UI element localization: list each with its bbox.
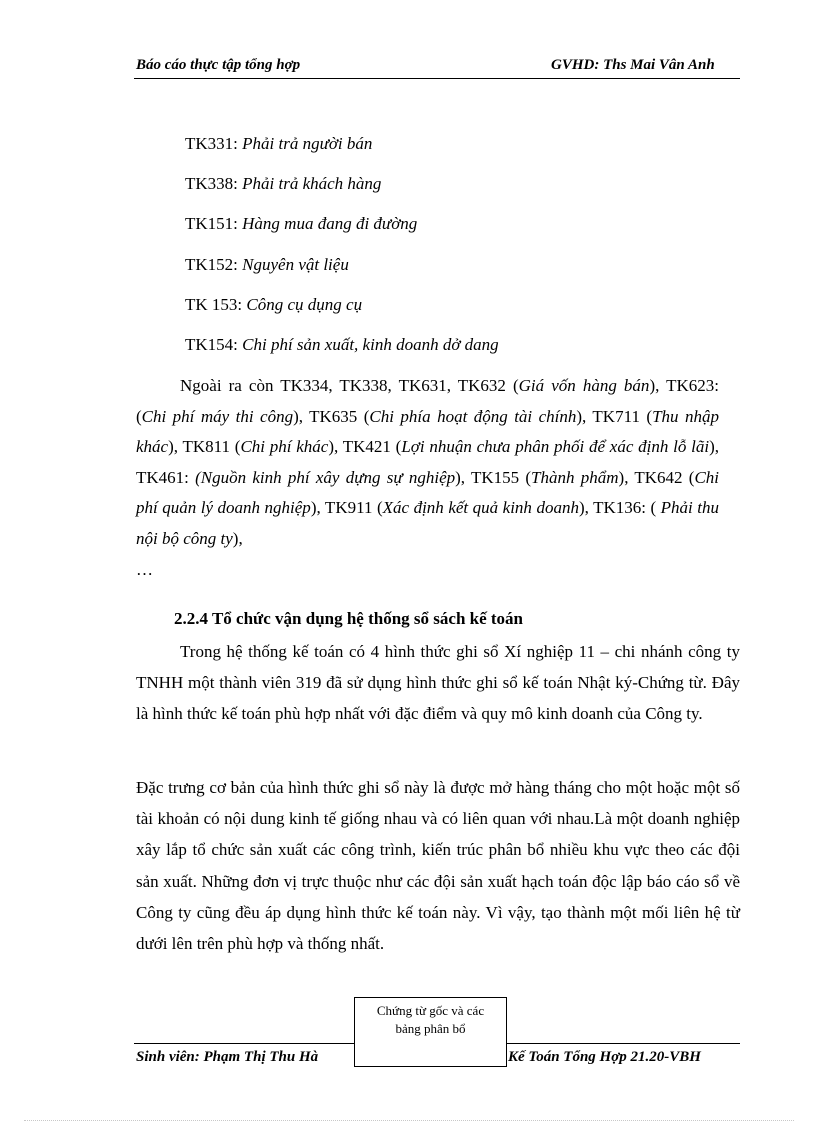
ellipsis: …: [136, 559, 153, 579]
account-item: [185, 132, 372, 156]
footer-class: Kế Toán Tổng Hợp 21.20-VBH: [508, 1049, 701, 1065]
section-paragraph-2: Đặc trưng cơ bản của hình thức ghi sổ này là được mở hàng tháng cho một hoặc một số tài khoản có nội dung kinh tế giống nhau và có liên quan với nhau.Là một doanh nghiệp xây lắp tổ chức sản xuất các công trình, kiến trúc phân bổ nhiều khu vực theo các đội sản xuất. Những đơn vị trực thuộc như các đội sản xuất hạch toán độc lập báo cáo sổ về Công ty cũng đều áp dụng hình thức kế toán này. Vì vậy, tạo thành một mối liên hệ từ dưới lên trên phù hợp và thống nhất.: [136, 778, 740, 954]
account-item: [185, 333, 499, 357]
account-code: TK331:: [185, 134, 238, 153]
account-item: [185, 293, 362, 317]
account-name: Phải trả khách hàng: [242, 174, 382, 193]
account-code: TK338:: [185, 174, 238, 193]
section-paragraph-1: Trong hệ thống kế toán có 4 hình thức ghi sổ Xí nghiệp 11 – chi nhánh công ty TNHH một thành viên 319 đã sử dụng hình thức ghi sổ kế toán Nhật ký-Chứng từ. Đây là hình thức kế toán phù hợp nhất với đặc điểm và quy mô kinh doanh của Công ty.: [136, 642, 740, 724]
account-item: [185, 172, 381, 196]
header-report-title: Báo cáo thực tập tổng hợp: [136, 57, 301, 73]
source-documents-box: Chứng từ gốc và các bảng phân bổ: [354, 997, 507, 1067]
account-code: TK152:: [185, 255, 238, 274]
page-bottom-dots: [24, 1120, 794, 1121]
account-name: Chi phí sản xuất, kinh doanh dở dang: [242, 335, 499, 354]
account-name: Hàng mua đang đi đường: [242, 214, 418, 233]
other-accounts-paragraph: Ngoài ra còn TK334, TK338, TK631, TK632 (Giá vốn hàng bán), TK623: (Chi phí máy thi công), TK635 (Chi phía hoạt động tài chính), TK711 (Thu nhập khác), TK811 (Chi phí khác), TK421 (Lợi nhuận chưa phân phối để xác định lỗ lãi), TK461: (Nguồn kinh phí xây dựng sự nghiệp), TK155 (Thành phẩm), TK642 (Chi phí quản lý doanh nghiệp), TK911 (Xác định kết quả kinh doanh), TK136: ( Phải thu nội bộ công ty), …: [136, 371, 719, 585]
account-code: TK 153:: [185, 295, 243, 314]
header-divider: [134, 78, 740, 79]
section-heading: 2.2.4 Tổ chức vận dụng hệ thống sổ sách kế toán: [174, 609, 524, 628]
account-code: TK154:: [185, 335, 238, 354]
footer-student: Sinh viên: Phạm Thị Thu Hà: [136, 1049, 319, 1065]
account-item: [185, 253, 349, 277]
account-name: Phải trả người bán: [242, 134, 373, 153]
account-name: Công cụ dụng cụ: [246, 295, 363, 314]
account-code: TK151:: [185, 214, 238, 233]
header-advisor: GVHD: Ths Mai Vân Anh: [551, 57, 715, 73]
account-item: [185, 212, 417, 236]
account-name: Nguyên vật liệu: [242, 255, 349, 274]
